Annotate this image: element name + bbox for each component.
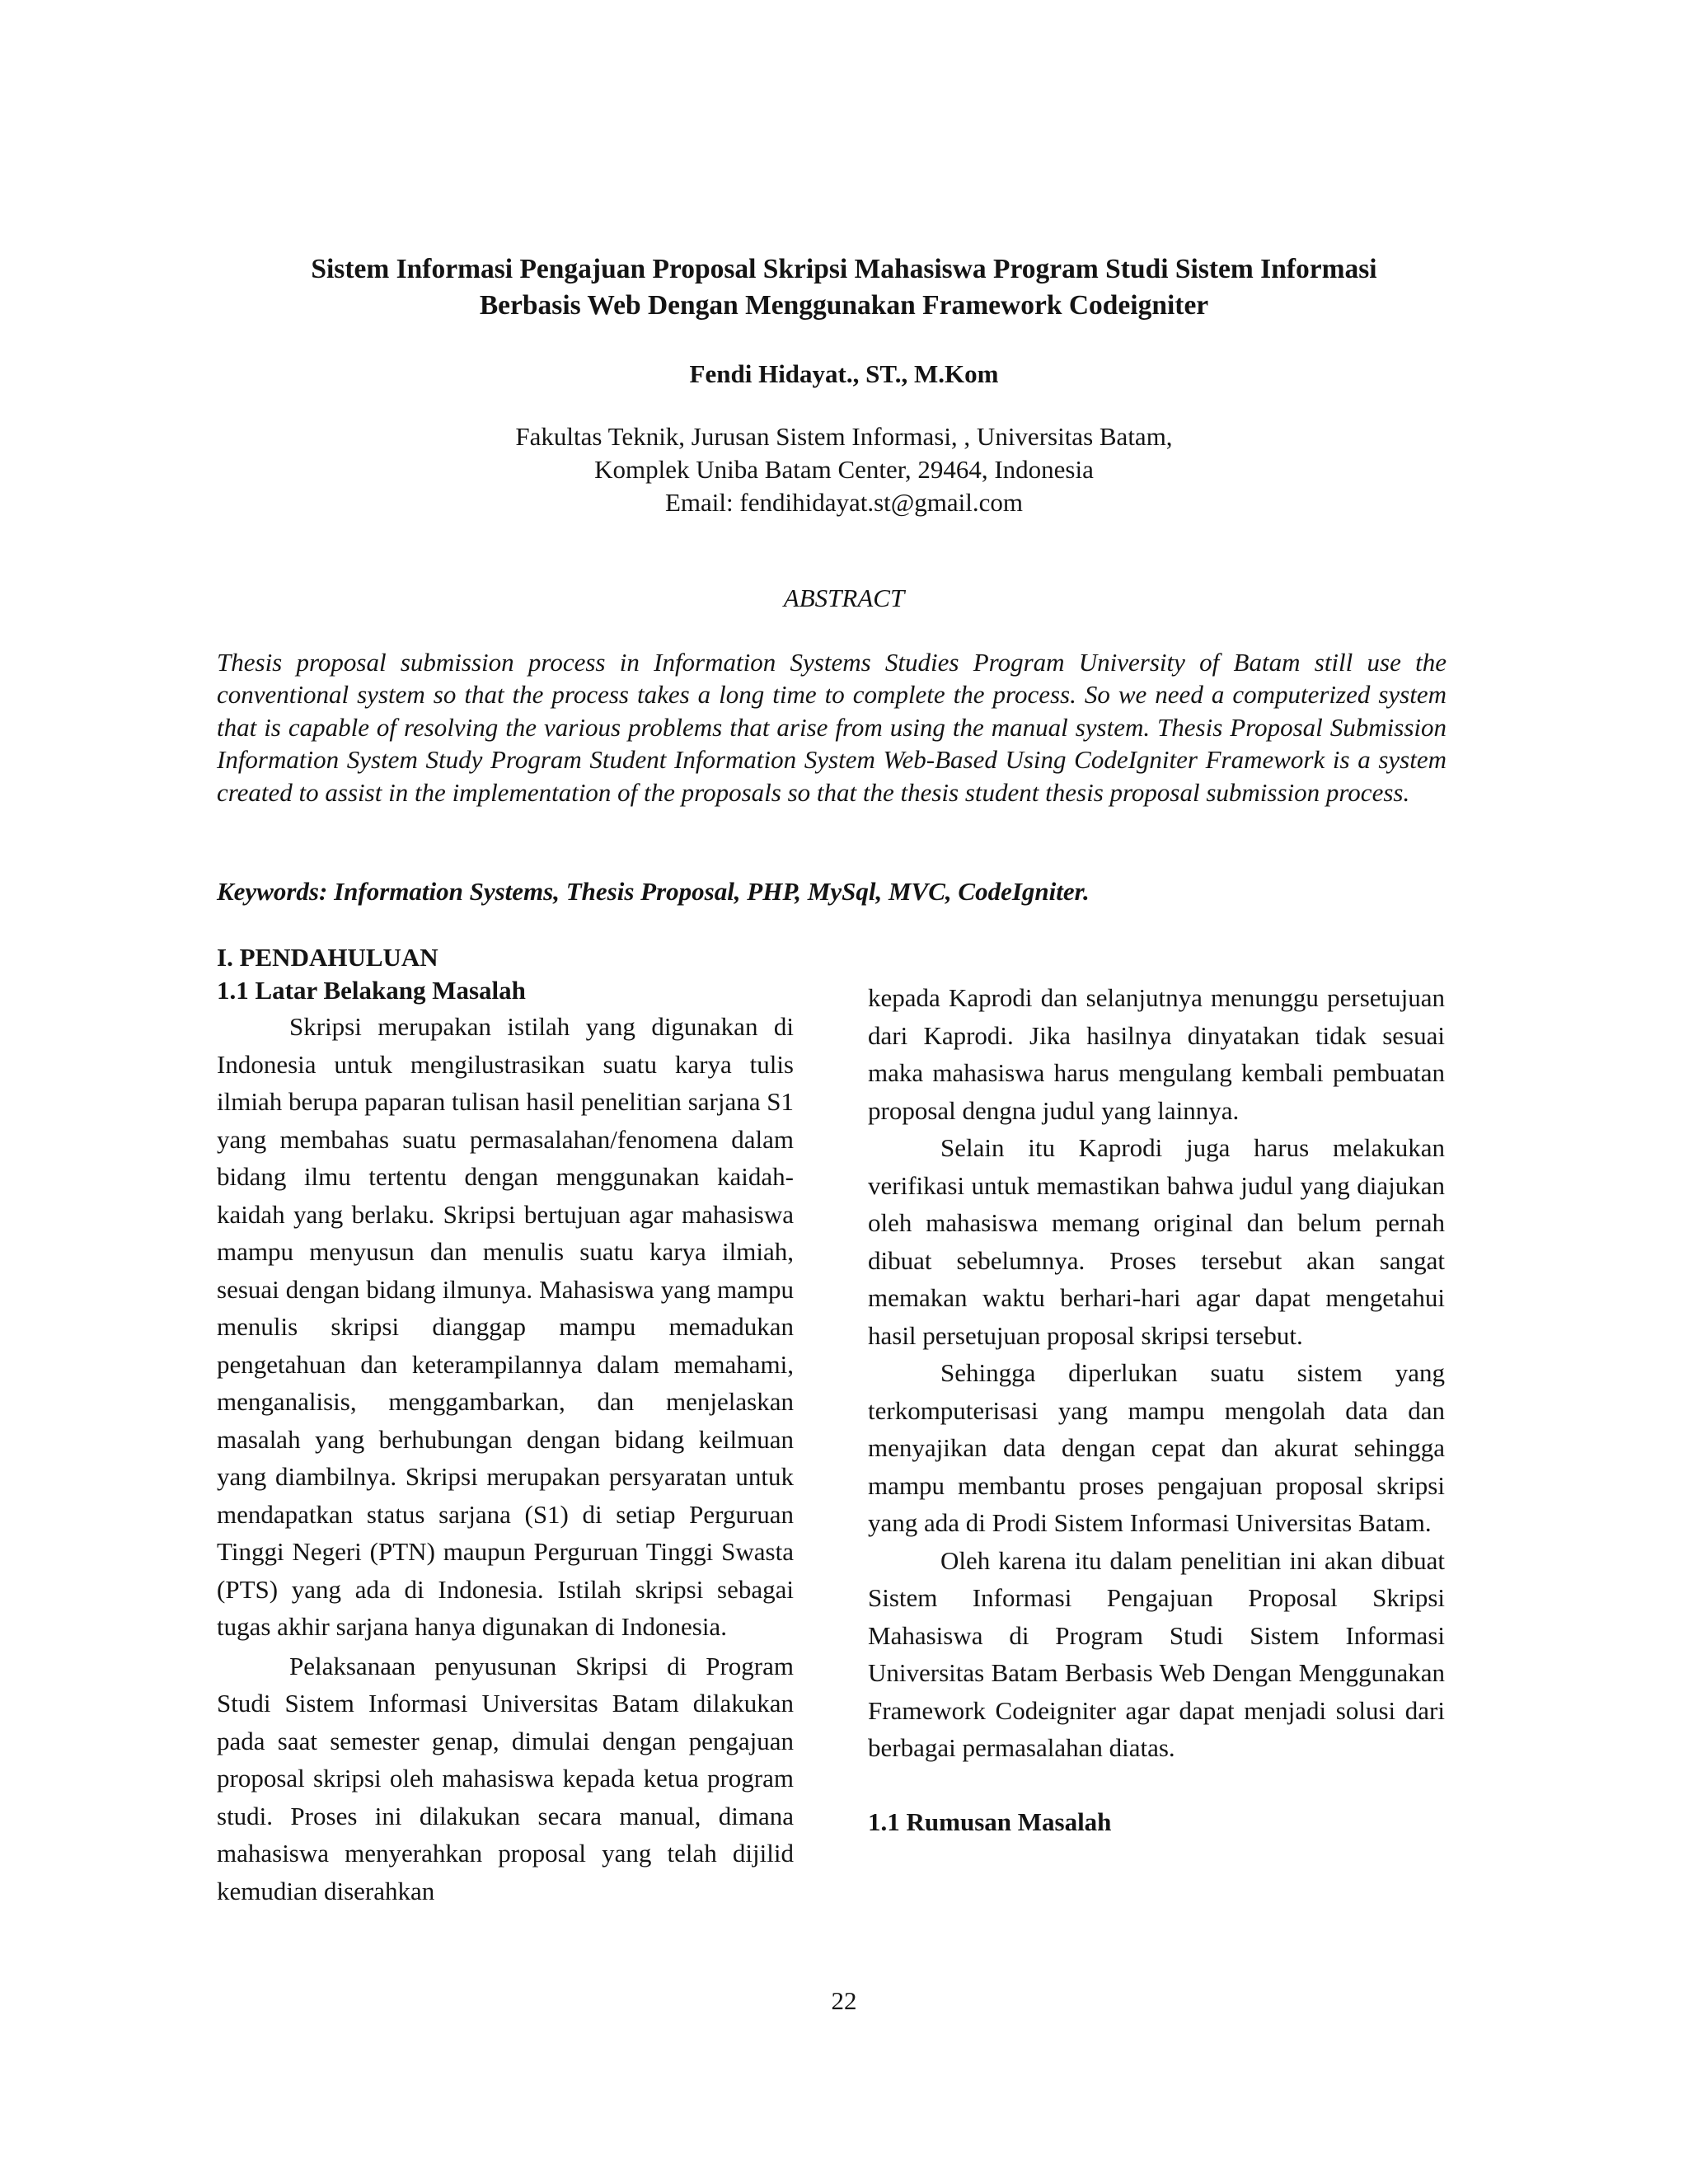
author-affiliation (140, 420, 1548, 519)
keywords: Keywords: Information Systems, Thesis Proposal, PHP, MySql, MVC, CodeIgniter. (217, 877, 1090, 906)
body-paragraph: Selain itu Kaprodi juga harus melakukan verifikasi untuk memastikan bahwa judul yang diajukan oleh mahasiswa memang original dan belum pernah dibuat sebelumnya. Proses tersebut akan sangat memakan waktu berhari-hari agar dapat mengetahui hasil persetujuan proposal skripsi tersebut. (868, 1133, 1445, 1350)
body-paragraph: Skripsi merupakan istilah yang digunakan di Indonesia untuk mengilustrasikan suatu karya tulis ilmiah berupa paparan tulisan hasil penelitian sarjana S1 yang membahas suatu permasalahan/fenomena dalam bidang ilmu tertentu dengan menggunakan kaidah-kaidah yang berlaku. Skripsi bertujuan agar mahasiswa mampu menyusun dan menulis suatu karya ilmiah, sesuai dengan bidang ilmunya. Mahasiswa yang mampu menulis skripsi dianggap mampu memadukan pengetahuan dan keterampilannya dalam memahami, menganalisis, menggambarkan, dan menjelaskan masalah yang berhubungan dengan bidang keilmuan yang diambilnya. Skripsi merupakan persyaratan untuk mendapatkan status sarjana (S1) di setiap Perguruan Tinggi Negeri (PTN) maupun Perguruan Tinggi Swasta (PTS) yang ada di Indonesia. Istilah skripsi sebagai tugas akhir sarjana hanya digunakan di Indonesia. (217, 1012, 794, 1641)
body-paragraph-continued: kepada Kaprodi dan selanjutnya menunggu persetujuan dari Kaprodi. Jika hasilnya dinyatakan tidak sesuai maka mahasiswa harus mengulang kembali pembuatan proposal dengna judul yang lainnya. (868, 983, 1445, 1125)
subsection-heading-latar-belakang: 1.1 Latar Belakang Masalah (217, 976, 526, 1005)
affiliation-email: Email: fendihidayat.st@gmail.com (664, 488, 1024, 517)
abstract-body: Thesis proposal submission process in Information Systems Studies Program University of Batam still use the conventional system so that the process takes a long time to complete the process. So we need a computerized system that is capable of resolving the various problems that arise from using the manual system. Thesis Proposal Submission Information System Study Program Student Information System Web-Based Using CodeIgniter Framework is a system created to assist in the implementation of the proposals so that the thesis student thesis proposal submission process. (217, 648, 1447, 807)
author-name: Fendi Hidayat., ST., M.Kom (689, 359, 999, 388)
left-column (217, 941, 794, 1910)
affiliation-line-1: Fakultas Teknik, Jurusan Sistem Informasi, , Universitas Batam, (515, 422, 1173, 451)
title-line-1: Sistem Informasi Pengajuan Proposal Skripsi Mahasiswa Program Studi Sistem Informasi (311, 254, 1377, 284)
page-number: 22 (831, 1986, 857, 2015)
body-paragraph: Pelaksanaan penyusunan Skripsi di Program Studi Sistem Informasi Universitas Batam dilakukan pada saat semester genap, dimulai dengan pengajuan proposal skripsi oleh mahasiswa kepada ketua program studi. Proses ini dilakukan secara manual, dimana mahasiswa menyerahkan proposal yang telah dijilid kemudian diserahkan (217, 1651, 794, 1905)
right-column (868, 979, 1445, 1840)
subsection-heading-rumusan-masalah: 1.1 Rumusan Masalah (868, 1807, 1112, 1836)
title-line-2: Berbasis Web Dengan Menggunakan Framework Codeigniter (479, 290, 1209, 321)
body-paragraph: Oleh karena itu dalam penelitian ini akan dibuat Sistem Informasi Pengajuan Proposal Skripsi Mahasiswa di Program Studi Sistem Informasi Universitas Batam Berbasis Web Dengan Menggunakan Framework Codeigniter agar dapat menjadi solusi dari berbagai permasalahan diatas. (868, 1545, 1445, 1762)
abstract-heading: ABSTRACT (783, 583, 905, 612)
body-paragraph: Sehingga diperlukan suatu sistem yang terkomputerisasi yang mampu mengolah data dan menyajikan data dengan cepat dan akurat sehingga mampu membantu proses pengajuan proposal skripsi yang ada di Prodi Sistem Informasi Universitas Batam. (868, 1358, 1445, 1537)
affiliation-line-2: Komplek Uniba Batam Center, 29464, Indonesia (594, 455, 1094, 484)
section-heading-pendahuluan: I. PENDAHULUAN (217, 943, 438, 972)
paper-title (140, 251, 1548, 324)
